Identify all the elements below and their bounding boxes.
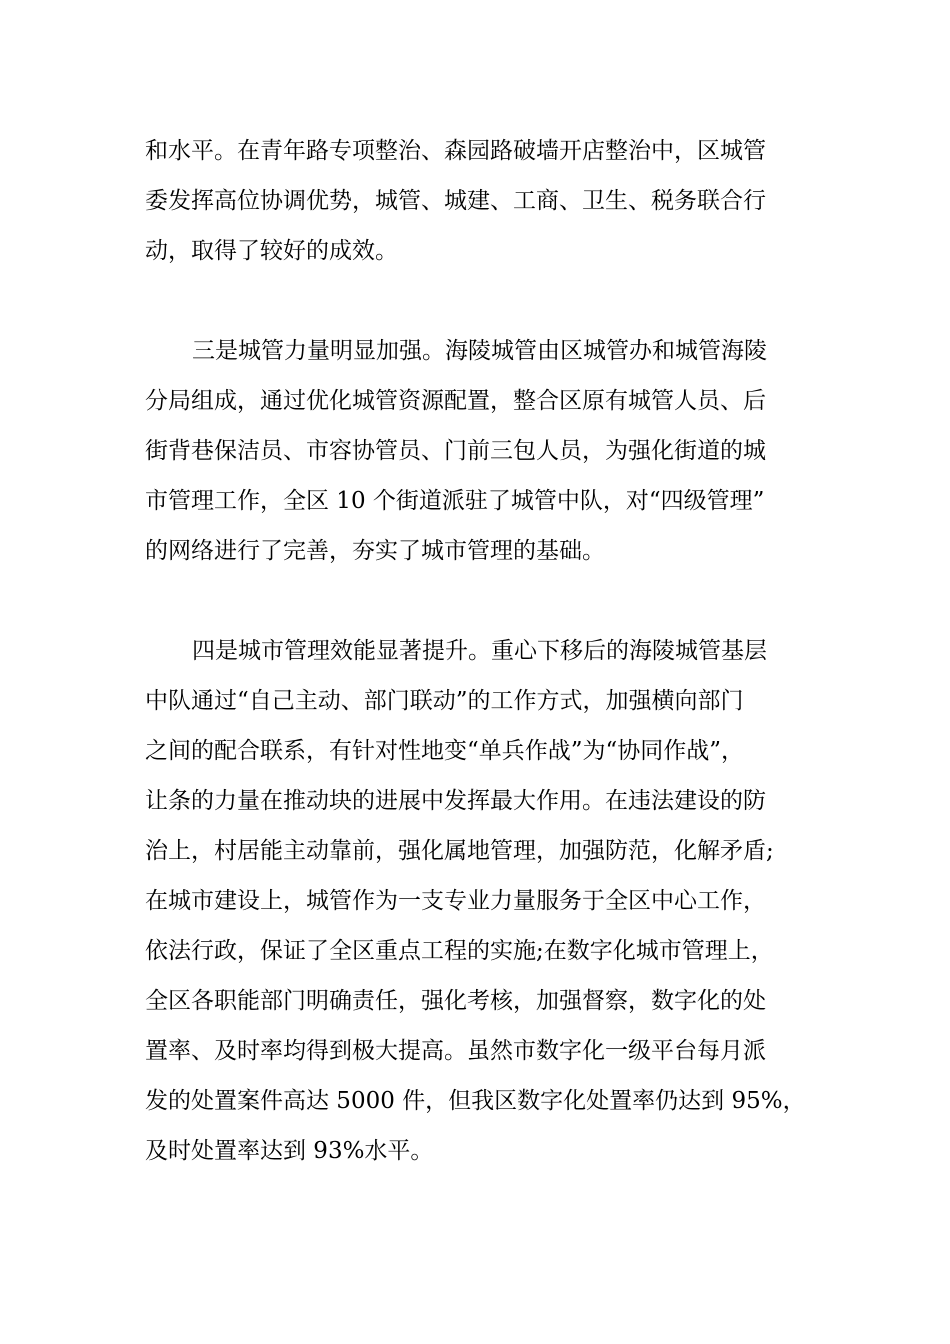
paragraph-3-line-8: 全区各职能部门明确责任，强化考核，加强督察，数字化的处	[145, 988, 766, 1014]
paragraph-3-line-1: 四是城市管理效能显著提升。重心下移后的海陵城管基层	[192, 638, 767, 664]
paragraph-2-line-2: 分局组成，通过优化城管资源配置，整合区原有城管人员、后	[145, 388, 766, 414]
paragraph-3-line-5: 治上，村居能主动靠前，强化属地管理，加强防范，化解矛盾;	[145, 838, 774, 864]
paragraph-1-line-2: 委发挥高位协调优势，城管、城建、工商、卫生、税务联合行	[145, 188, 766, 214]
paragraph-3-line-6: 在城市建设上，城管作为一支专业力量服务于全区中心工作，	[145, 888, 766, 914]
paragraph-3-line-7: 依法行政，保证了全区重点工程的实施;在数字化城市管理上，	[145, 938, 774, 964]
paragraph-3-line-9: 置率、及时率均得到极大提高。虽然市数字化一级平台每月派	[145, 1038, 766, 1064]
paragraph-2-line-4: 市管理工作，全区 10 个街道派驻了城管中队，对“四级管理”	[145, 488, 765, 514]
paragraph-2-line-3: 街背巷保洁员、市容协管员、门前三包人员，为强化街道的城	[145, 438, 766, 464]
paragraph-1-line-3: 动，取得了较好的成效。	[145, 238, 398, 264]
paragraph-1-line-1: 和水平。在青年路专项整治、森园路破墙开店整治中，区城管	[145, 138, 766, 164]
paragraph-3-line-11: 及时处置率达到 93%水平。	[145, 1138, 434, 1164]
paragraph-2-line-1: 三是城管力量明显加强。海陵城管由区城管办和城管海陵	[192, 338, 767, 364]
paragraph-3-line-3: 之间的配合联系，有针对性地变“单兵作战”为“协同作战”，	[145, 738, 745, 764]
paragraph-2-line-5: 的网络进行了完善，夯实了城市管理的基础。	[145, 538, 605, 564]
paragraph-3-line-2: 中队通过“自己主动、部门联动”的工作方式，加强横向部门	[145, 688, 744, 714]
paragraph-3-line-10: 发的处置案件高达 5000 件，但我区数字化处置率仍达到 95%，	[145, 1088, 806, 1114]
paragraph-3-line-4: 让条的力量在推动块的进展中发挥最大作用。在违法建设的防	[145, 788, 766, 814]
